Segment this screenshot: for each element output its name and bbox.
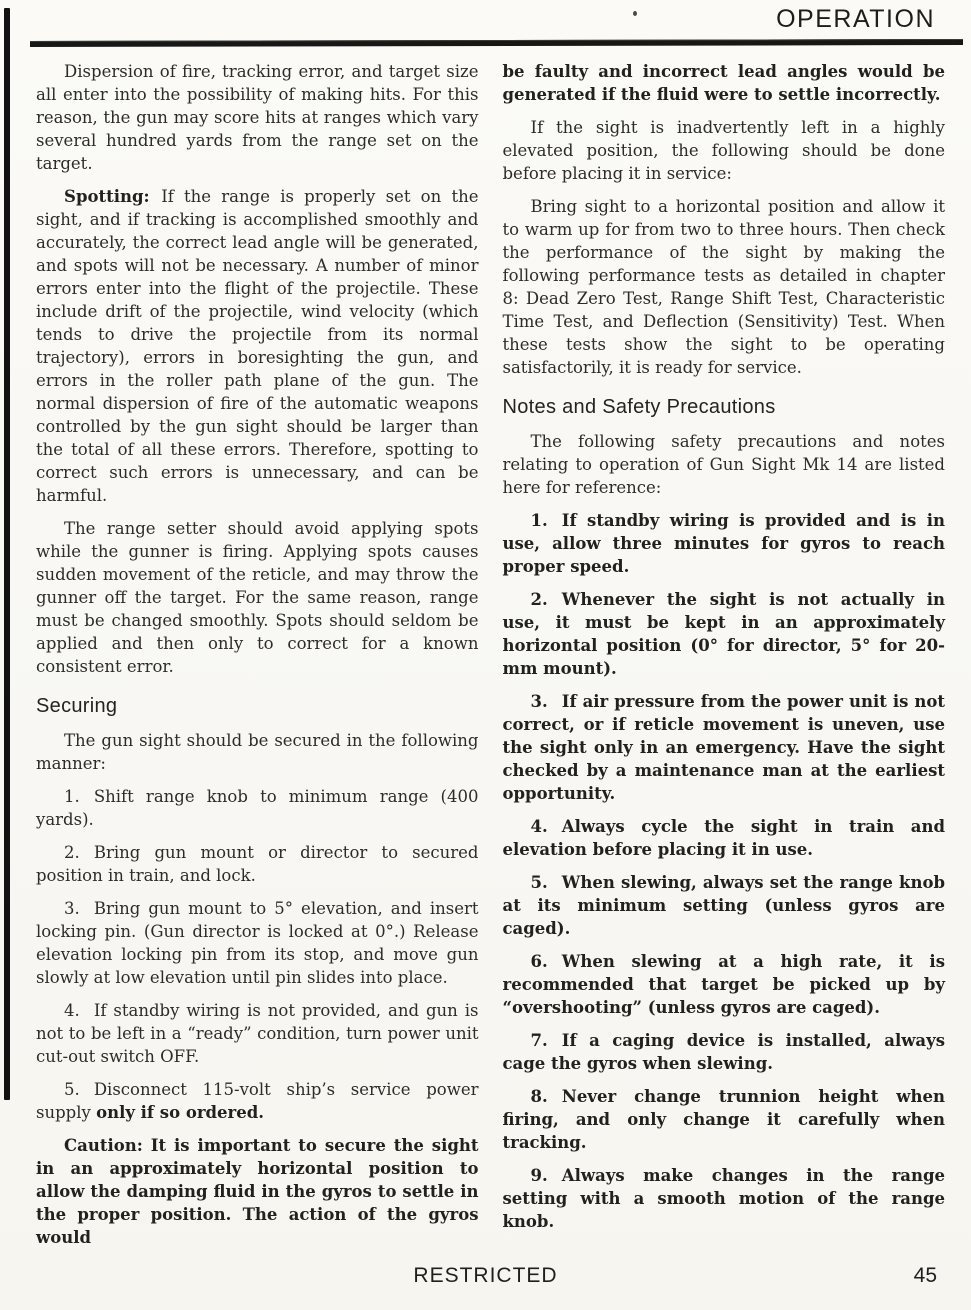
note-number: 9. [530,1166,548,1185]
safety-note [503,588,946,680]
paragraph-caution-continuation: be faulty and incorrect lead angles would be generated if the fluid were to settle incorrectly. [502,62,945,104]
securing-step [36,841,479,887]
left-column [36,60,479,1259]
classification-marking: RESTRICTED [413,1264,558,1287]
spotting-body: If the range is properly set on the sight, and if tracking is accomplished smoothly and accurately, the correct lead angle will be generated, and spots will not be necessary. A number of minor errors enter into the flight of the projectile. These include drift of the projectile, wind velocity (which tends to drive the projectile from its normal trajectory), errors in boresighting the gun, and errors in the roller path plane of the gun. The normal dispersion of fire of the automatic weapons controlled by the gun sight should be larger than the total of all these errors. Therefore, spotting to correct such errors is unnecessary, and can be harmful. [36,187,479,505]
step-number: 5. [64,1080,80,1099]
paragraph-spotting [36,185,479,507]
step-text: Disconnect 115-volt ship’s service power supply [36,1080,479,1122]
note-text: When slewing, always set the range knob at its minimum setting (unless gyros are caged). [502,873,945,938]
paragraph-warmup: Bring sight to a horizontal position and allow it to warm up for from two to three hours. Then check the performance of the sight by making the following performance tests as detailed in chapter 8: Dead Zero Test, Range Shift Test, Characteristic Time Test, and Deflection (Sensitivity) Test. When these tests show the sight to be operating satisfactorily, it is ready for service. [502,197,945,377]
right-column [503,60,946,1259]
safety-note [503,815,946,861]
note-number: 1. [530,511,548,530]
ink-speck [633,11,637,16]
step-number: 2. [64,843,80,862]
heading-securing: Securing [36,695,118,717]
note-text: If air pressure from the power unit is not correct, or if reticle movement is uneven, use the sight only in an emergency. Have the sight checked by a maintenance man at the earliest opportunity. [502,692,945,803]
note-text: Never change trunnion height when firing, and only change it carefully when tracking. [502,1087,945,1152]
safety-note [503,871,946,940]
step-number: 1. [64,787,80,806]
step-text: If standby wiring is not provided, and gun is not to be left in a “ready” condition, turn power unit cut-out switch OFF. [36,1001,479,1066]
paragraph-caution: Caution: It is important to secure the sight in an approximately horizontal position to allow the damping fluid in the gyros to settle in the proper position. The action of the gyros would [36,1136,479,1247]
safety-note [503,690,946,805]
note-number: 5. [530,873,548,892]
scan-edge-bar [4,8,10,1100]
note-text: Whenever the sight is not actually in use, it must be kept in an approximately horizontal position (0° for director, 5° for 20-mm mount). [502,590,945,678]
header-rule [30,39,963,47]
step-number: 3. [64,899,80,918]
securing-step [36,1078,479,1124]
body-columns [36,60,945,1259]
paragraph-notes-intro: The following safety precautions and notes relating to operation of Gun Sight Mk 14 are listed here for reference: [502,432,945,497]
page-footer [0,1264,971,1294]
securing-step [36,999,479,1068]
note-text: When slewing at a high rate, it is recommended that target be picked up by “overshooting” (unless gyros are caged). [502,952,945,1017]
heading-notes-safety: Notes and Safety Precautions [502,396,776,418]
note-text: Always make changes in the range setting with a smooth motion of the range knob. [502,1166,945,1231]
safety-note [503,1029,946,1075]
note-number: 7. [530,1031,548,1050]
safety-note [503,1164,946,1233]
note-text: Always cycle the sight in train and elevation before placing it in use. [502,817,945,859]
page-number: 45 [913,1264,937,1287]
paragraph-range-setter: The range setter should avoid applying spots while the gunner is firing. Applying spots causes sudden movement of the reticle, and may throw the gunner off the target. For the same reason, range must be changed smoothly. Spots should seldom be applied and then only to correct for a known consistent error. [36,519,479,676]
securing-step [36,897,479,989]
step-number: 4. [64,1001,80,1020]
note-number: 4. [530,817,548,836]
note-number: 2. [530,590,548,609]
step-text-emphasis: only if so ordered. [96,1103,265,1122]
safety-note [503,509,946,578]
paragraph-securing-intro: The gun sight should be secured in the following manner: [36,731,479,773]
spotting-label: Spotting: [64,187,150,206]
safety-note [503,950,946,1019]
page-header-title: OPERATION [776,5,935,33]
paragraph-dispersion: Dispersion of fire, tracking error, and target size all enter into the possibility of making hits. For this reason, the gun may score hits at ranges which vary several hundred yards from the range set on the target. [36,62,479,173]
safety-note [503,1085,946,1154]
step-text: Shift range knob to minimum range (400 yards). [36,787,479,829]
note-text: If standby wiring is provided and is in use, allow three minutes for gyros to reach proper speed. [502,511,945,576]
step-text: Bring gun mount to 5° elevation, and insert locking pin. (Gun director is locked at 0°.) Release elevation locking pin from its stop, and move gun slowly at low elevation until pin slides into place. [36,899,479,987]
paragraph-inadvertent: If the sight is inadvertently left in a highly elevated position, the following should be done before placing it in service: [502,118,945,183]
note-text: If a caging device is installed, always cage the gyros when slewing. [502,1031,945,1073]
note-number: 3. [530,692,548,711]
step-text: Bring gun mount or director to secured position in train, and lock. [36,843,479,885]
note-number: 8. [530,1087,548,1106]
securing-step [36,785,479,831]
note-number: 6. [530,952,548,971]
